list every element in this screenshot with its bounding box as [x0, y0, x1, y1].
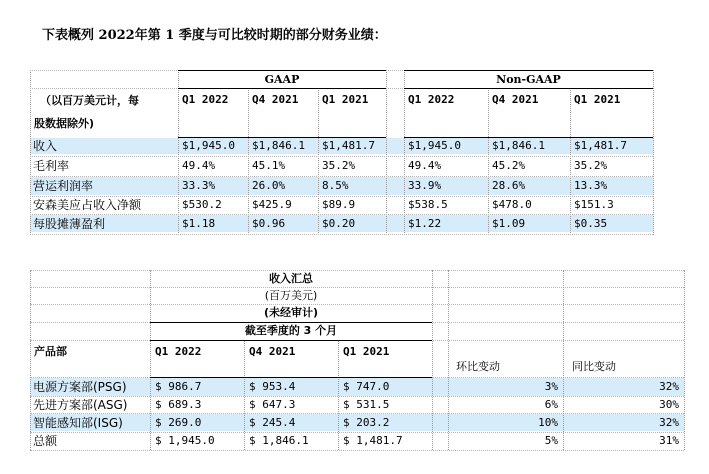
table-cell: 35.2% [322, 159, 356, 172]
header-rule [150, 377, 432, 378]
table-cell: $1,945.0 [182, 139, 235, 152]
row-label: 安森美应占收入净额 [33, 198, 142, 212]
grid-line [248, 88, 249, 235]
grid-line [30, 234, 653, 235]
header-rule [404, 70, 653, 71]
table-cell: 33.3% [182, 179, 216, 192]
gaap-header: GAAP [264, 73, 300, 86]
row-label: 智能感知部(ISG) [33, 416, 123, 430]
table-cell: $ 1,481.7 [343, 434, 403, 447]
grid-line [30, 270, 31, 450]
grid-line [432, 270, 433, 450]
table-cell: 28.6% [492, 179, 526, 192]
table-cell: 8.5% [322, 179, 349, 192]
table-cell: $ 1,846.1 [249, 434, 309, 447]
yoy-cell: 30% [659, 398, 679, 411]
table-cell: $1.22 [408, 217, 442, 230]
row-label: 毛利率 [33, 159, 70, 173]
column-header: 环比变动 [456, 360, 500, 373]
column-header: Q1 2021 [574, 93, 621, 106]
table-cell: $ 953.4 [249, 380, 296, 393]
table-cell: $425.9 [252, 198, 292, 211]
column-header: Q4 2021 [492, 93, 539, 106]
header-rule [178, 70, 386, 71]
table-cell: $1,945.0 [408, 139, 461, 152]
row-label: 电源方案部(PSG) [33, 380, 127, 394]
summary-title: 收入汇总 [269, 272, 313, 285]
table-cell: $538.5 [408, 198, 448, 211]
qoq-cell: 6% [544, 398, 558, 411]
grid-line [30, 156, 653, 157]
grid-line [30, 70, 31, 235]
table-cell: 49.4% [182, 159, 216, 172]
row-label: 营运利润率 [33, 179, 94, 193]
period-header: 截至季度的 3 个月 [244, 324, 338, 337]
summary-unit: (百万美元) [264, 289, 318, 302]
column-header: Q1 2021 [322, 93, 369, 106]
grid-line [30, 214, 653, 215]
column-header: Q1 2022 [182, 93, 229, 106]
header-rule [150, 340, 432, 341]
column-header: Q4 2021 [249, 345, 296, 358]
table-cell: 13.3% [574, 179, 608, 192]
column-header: Q1 2022 [408, 93, 455, 106]
table-cell: $0.20 [322, 217, 356, 230]
qoq-cell: 10% [538, 416, 558, 429]
grid-line [570, 88, 571, 235]
row-label: 总额 [33, 434, 58, 448]
table-cell: $ 647.3 [249, 398, 296, 411]
column-header: Q4 2021 [252, 93, 299, 106]
column-header: 产品部 [34, 345, 67, 358]
table-cell: $ 531.5 [343, 398, 390, 411]
table-cell: 49.4% [408, 159, 442, 172]
table-cell: $151.3 [574, 198, 614, 211]
table-cell: $0.35 [574, 217, 608, 230]
grid-line [30, 413, 684, 414]
grid-line [653, 70, 654, 235]
table-cell: $1,481.7 [574, 139, 627, 152]
grid-line [684, 270, 685, 450]
qoq-cell: 3% [544, 380, 558, 393]
grid-line [244, 340, 245, 450]
column-header: Q1 2022 [155, 345, 202, 358]
grid-line [318, 88, 319, 235]
page-title: 下表概列 2022年第 1 季度与可比较时期的部分财务业绩： [42, 28, 387, 43]
table-cell: $89.9 [322, 198, 356, 211]
yoy-cell: 32% [659, 416, 679, 429]
table-cell: $1,846.1 [492, 139, 545, 152]
grid-line [386, 70, 387, 235]
grid-line [178, 70, 179, 235]
table-cell: 26.0% [252, 179, 286, 192]
table-cell: $ 203.2 [343, 416, 390, 429]
table-cell: $0.96 [252, 217, 286, 230]
grid-line [30, 450, 684, 451]
grid-line [404, 70, 405, 235]
row-label: 收入 [33, 139, 58, 153]
table-cell: $478.0 [492, 198, 532, 211]
row-label: 每股摊薄盈利 [33, 217, 106, 231]
grid-line [488, 88, 489, 235]
table-cell: 33.9% [408, 179, 442, 192]
yoy-cell: 32% [659, 380, 679, 393]
grid-line [338, 340, 339, 450]
table-cell: 45.1% [252, 159, 286, 172]
table-cell: $ 1,945.0 [155, 434, 215, 447]
table-cell: $ 747.0 [343, 380, 390, 393]
table-cell: 35.2% [574, 159, 608, 172]
table-cell: $1.09 [492, 217, 526, 230]
table-cell: $ 986.7 [155, 380, 202, 393]
table-cell: $530.2 [182, 198, 222, 211]
table-cell: $ 245.4 [249, 416, 296, 429]
grid-line [30, 176, 653, 177]
unit-label: （以百万美元计，每 [40, 94, 139, 107]
nongaap-header: Non-GAAP [496, 73, 561, 86]
table-cell: $1,846.1 [252, 139, 305, 152]
table-cell: $ 689.3 [155, 398, 202, 411]
column-header: Q1 2021 [343, 345, 390, 358]
header-rule [178, 88, 386, 89]
yoy-cell: 31% [659, 434, 679, 447]
table-cell: $ 269.0 [155, 416, 202, 429]
table-cell: $1,481.7 [322, 139, 375, 152]
summary-audit: (未经审计) [263, 306, 319, 319]
table-cell: $1.18 [182, 217, 216, 230]
header-rule [404, 88, 653, 89]
table-cell: 45.2% [492, 159, 526, 172]
column-header: 同比变动 [572, 360, 616, 373]
qoq-cell: 5% [544, 434, 558, 447]
row-label: 先进方案部(ASG) [33, 398, 128, 412]
unit-label: 股数据除外) [34, 117, 95, 130]
